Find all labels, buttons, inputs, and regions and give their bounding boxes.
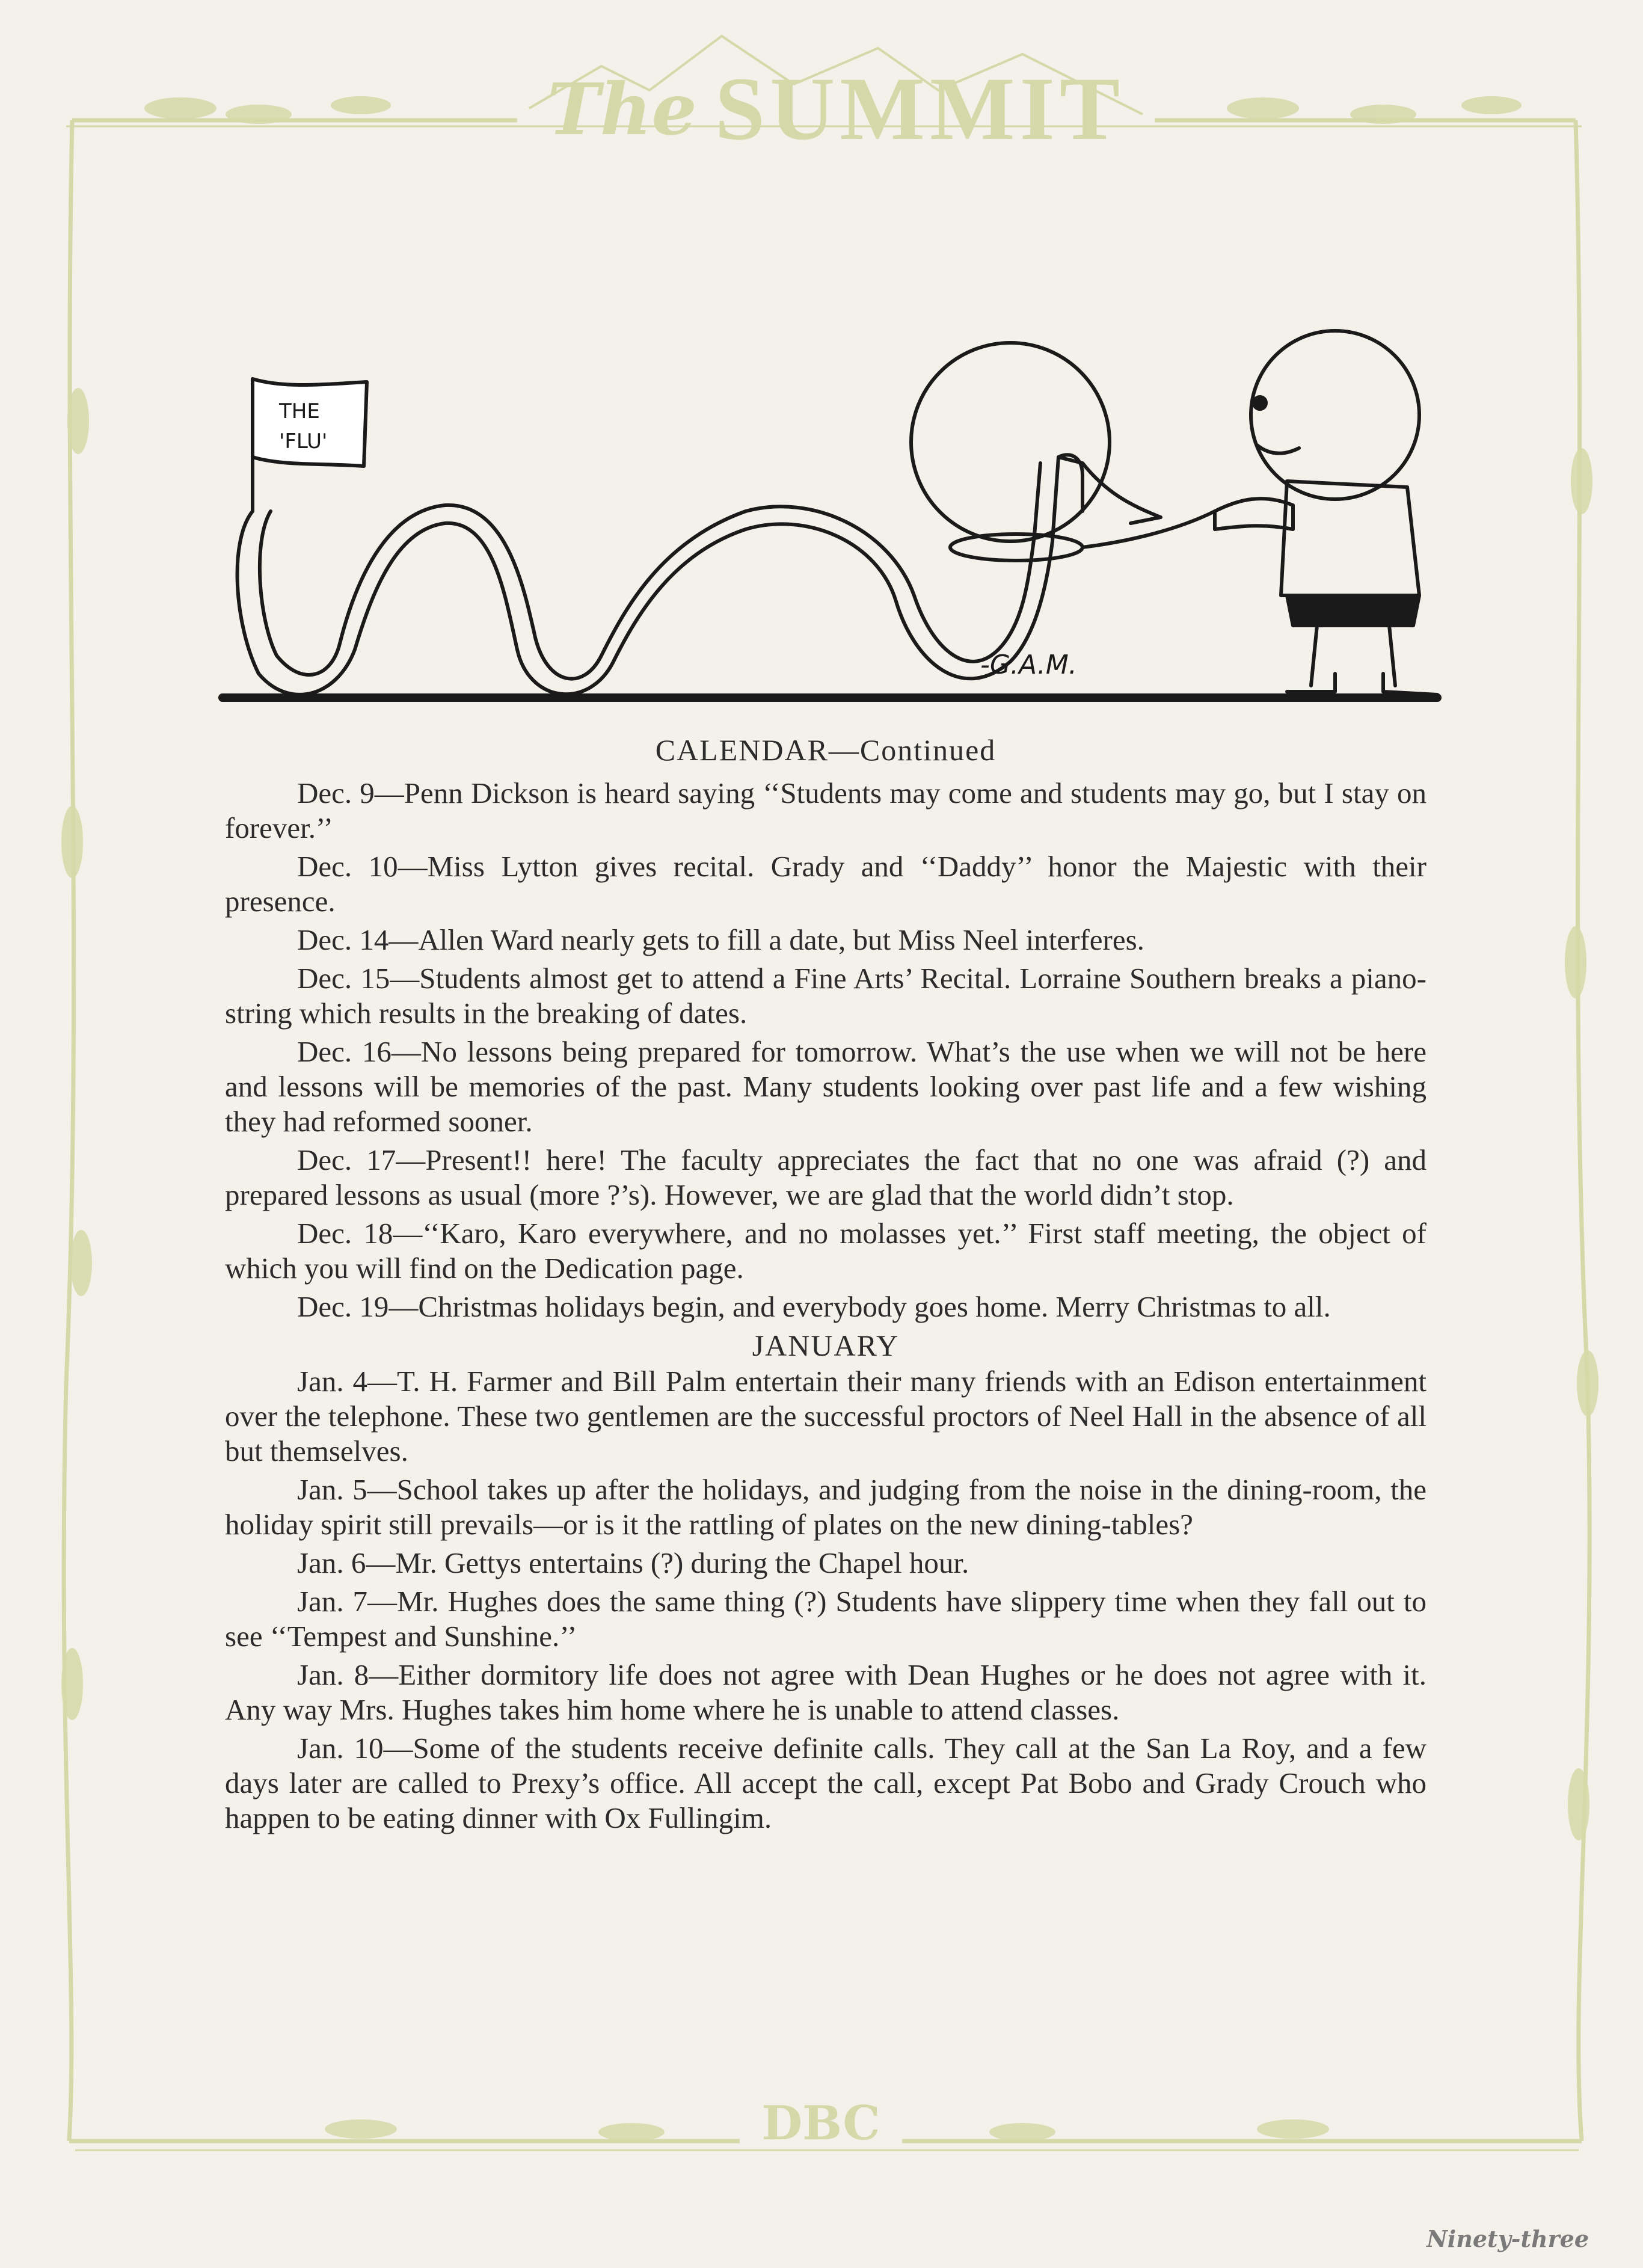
calendar-entry-jan-4: Jan. 4—T. H. Farmer and Bill Palm entertain their many friends with an Edison entertainment over the telephone. These two gentlemen are the successful proctors of Neel Hall in the absence of all but themselves. <box>225 1365 1426 1467</box>
calendar-entry-jan-6: Jan. 6—Mr. Gettys entertains (?) during the Chapel hour. <box>297 1546 969 1579</box>
calendar-heading: CALENDAR—Continued <box>655 733 997 767</box>
dbc-monogram: DBC <box>761 2095 880 2151</box>
calendar-entry-dec-17: Dec. 17—Present!! here! The faculty appreciates the fact that no one was afraid (?) and prepared lessons as usual (more ?’s). However, we are glad that the world didn’t stop. <box>225 1143 1426 1211</box>
flag-text-line1: THE <box>279 399 320 423</box>
calendar-entry-dec-19: Dec. 19—Christmas holidays begin, and everybody goes home. Merry Christmas to all. <box>297 1290 1331 1323</box>
ball <box>911 343 1110 541</box>
masthead-the: The <box>547 67 697 151</box>
calendar-entry-jan-10: Jan. 10—Some of the students receive definite calls. They call at the San La Roy, and a few days later are called to Prexy’s office. All accept the call, except Pat Bobo and Grady Crouch who happen to be eating dinner with Ox Fullingim. <box>225 1732 1426 1834</box>
calendar-entry-jan-8: Jan. 8—Either dormitory life does not agree with Dean Hughes or he does not agree with it. Any way Mrs. Hughes takes him home where he is unable to attend classes. <box>225 1658 1426 1726</box>
calendar-entry-dec-18: Dec. 18—‘‘Karo, Karo everywhere, and no molasses yet.’’ First staff meeting, the object of which you will find on the Dedication page. <box>225 1217 1426 1285</box>
calendar-entry-dec-14: Dec. 14—Allen Ward nearly gets to fill a date, but Miss Neel interferes. <box>297 923 1144 956</box>
flag-text-line2: 'FLU' <box>279 429 328 453</box>
boy-shorts <box>1287 595 1419 625</box>
calendar-entry-dec-15: Dec. 15—Students almost get to attend a Fine Arts’ Recital. Lorraine Southern breaks a piano-string which results in the breaking of dates. <box>225 962 1426 1030</box>
calendar-entry-dec-10: Dec. 10—Miss Lytton gives recital. Grady and ‘‘Daddy’’ honor the Majestic with their presence. <box>225 850 1426 918</box>
spoon-handle <box>1083 511 1215 547</box>
artist-signature: -G.A.M. <box>980 650 1077 680</box>
calendar-entry-jan-7: Jan. 7—Mr. Hughes does the same thing (?) Students have slippery time when they fall out to see ‘‘Tempest and Sunshine.’’ <box>225 1585 1426 1653</box>
calendar-entry-dec-16: Dec. 16—No lessons being prepared for tomorrow. What’s the use when we will not be here and lessons will be memories of the past. Many students looking over past life and a few wishing they had reformed sooner. <box>225 1035 1426 1138</box>
spoon-bowl <box>950 534 1083 561</box>
flu-cartoon <box>217 313 1455 722</box>
boy-head <box>1251 331 1419 499</box>
masthead-summit: SUMMIT <box>714 59 1125 159</box>
calendar-text <box>225 733 1426 1839</box>
page-number: Ninety-three <box>1426 2225 1589 2252</box>
january-heading: JANUARY <box>752 1329 900 1362</box>
calendar-entry-jan-5: Jan. 5—School takes up after the holidays, and judging from the noise in the dining-room, the holiday spirit still prevails—or is it the rattling of plates on the new dining-tables? <box>225 1473 1426 1541</box>
calendar-entry-dec-9: Dec. 9—Penn Dickson is heard saying ‘‘Students may come and students may go, but I stay on forever.’’ <box>225 776 1426 844</box>
masthead-title <box>517 58 1155 160</box>
